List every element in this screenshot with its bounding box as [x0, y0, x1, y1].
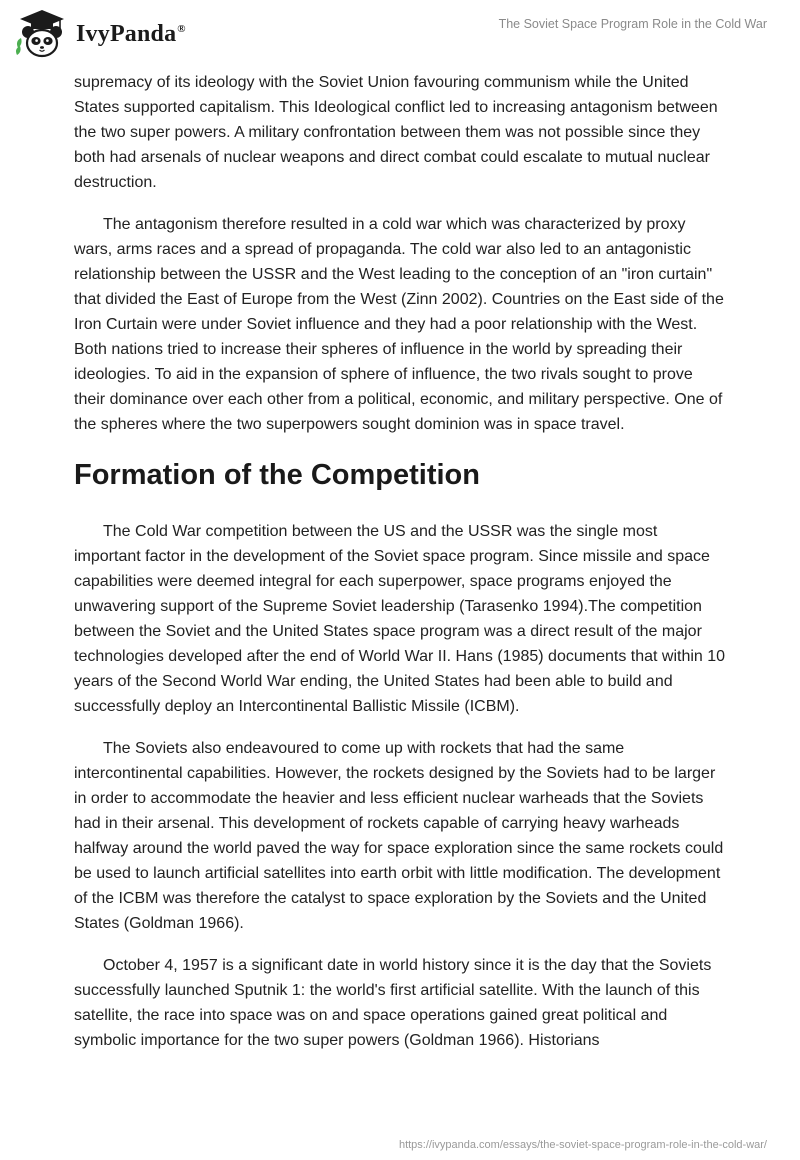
paragraph: The antagonism therefore resulted in a cold war which was characterized by proxy wars, arms races and a spread of propaganda. The cold war also led to an antagonistic relationship between the USSR and the West leading to the conception of an "iron curtain" that divided the East of Europe from the West (Zinn 2002). Countries on the East side of the Iron Curtain were under Soviet influence and they had a poor relationship with the West. Both nations tried to increase their spheres of influence in the world by spreading their ideologies. To aid in the expansion of sphere of influence, the two rivals sought to prove their dominance over each other from a political, economic, and military perspective. One of the spheres where the two superpowers sought dominion was in space travel.	[74, 216, 724, 433]
paragraph: The Soviets also endeavoured to come up with rockets that had the same intercontinental capabilities. However, the rockets designed by the Soviets had to be larger in order to accommodate the heavier and less efficient nuclear warheads that the Soviets had in their arsenal. This development of rockets capable of carrying heavy warheads halfway around the world paved the way for space exploration since the same rockets could be used to launch artificial satellites into earth orbit with little modification. The development of the ICBM was therefore the catalyst to space exploration by the Soviets and the United States (Goldman 1966).	[74, 740, 724, 932]
source-url-link[interactable]: https://ivypanda.com/essays/the-soviet-space-program-role-in-the-cold-war/	[398, 1139, 767, 1151]
document-title: The Soviet Space Program Role in the Cold War	[498, 17, 767, 31]
brand-logo[interactable]	[14, 8, 186, 60]
section-heading: Formation of the Competition	[74, 459, 480, 491]
paragraph: October 4, 1957 is a significant date in world history since it is the day that the Soviets successfully launched Sputnik 1: the world's first artificial satellite. With the launch of this satellite, the race into space was on and space operations gained great political and symbolic importance for the two super powers (Goldman 1966). Historians	[74, 957, 712, 1049]
brand-name: IvyPanda®	[76, 20, 186, 47]
page-header	[0, 0, 800, 72]
registered-mark: ®	[177, 22, 186, 35]
paragraph: The Cold War competition between the US and the USSR was the single most important factor in the development of the Soviet space program. Since missile and space capabilities were deemed integral for each superpower, space programs enjoyed the unwavering support of the Supreme Soviet leadership (Tarasenko 1994).The competition between the Soviet and the United States space program was a direct result of the major technologies developed after the end of World War II. Hans (1985) documents that within 10 years of the Second World War ending, the United States had been able to build and successfully deploy an Intercontinental Ballistic Missile (ICBM).	[74, 523, 726, 715]
panda-logo-icon	[14, 8, 70, 60]
paragraph: supremacy of its ideology with the Soviet Union favouring communism while the United States supported capitalism. This Ideological conflict led to increasing antagonism between the two super powers. A military confrontation between them was not possible since they both had arsenals of nuclear weapons and direct combat could escalate to mutual nuclear destruction.	[74, 74, 718, 191]
article-body	[74, 70, 726, 1070]
